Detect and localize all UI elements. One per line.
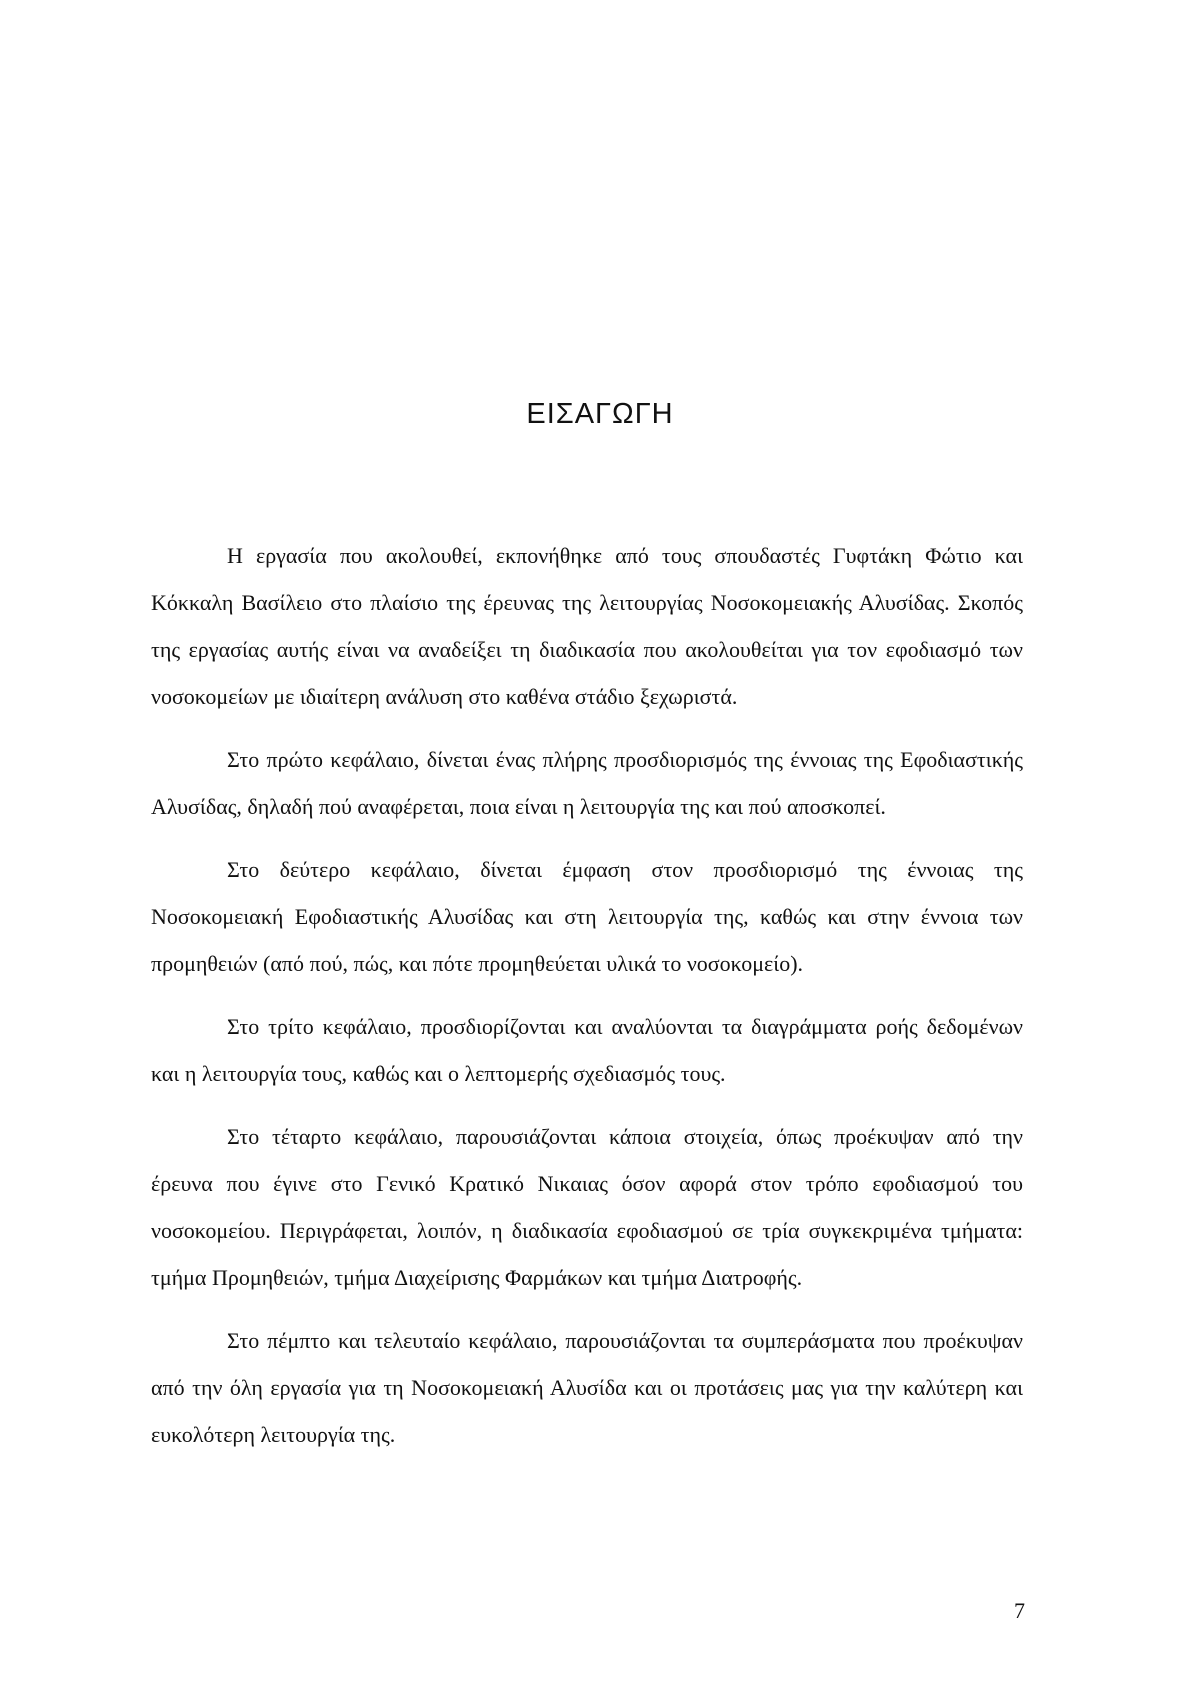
paragraph-chapter-5: Στο πέμπτο και τελευταίο κεφάλαιο, παρουσιάζονται τα συμπεράσματα που προέκυψαν από την όλη εργασία για τη Νοσοκομειακή Αλυσίδα και οι προτάσεις μας για την καλύτερη και ευκολότερη λειτουργία της. (151, 1328, 1023, 1447)
paragraph-chapter-2: Στο δεύτερο κεφάλαιο, δίνεται έμφαση στον προσδιορισμό της έννοιας της Νοσοκομειακή Εφοδιαστικής Αλυσίδας και στη λειτουργία της, καθώς και στην έννοια των προμηθειών (από πού, πώς, και πότε προμηθεύεται υλικά το νοσοκομείο). (151, 857, 1023, 976)
paragraph-chapter-1: Στο πρώτο κεφάλαιο, δίνεται ένας πλήρης προσδιορισμός της έννοιας της Εφοδιαστικής Αλυσίδας, δηλαδή πού αναφέρεται, ποια είναι η λειτουργία της και πού αποσκοπεί. (151, 747, 1023, 819)
page-number: 7 (1014, 1598, 1025, 1623)
page-title: ΕΙΣΑΓΩΓΗ (526, 398, 674, 430)
body-text (151, 532, 1023, 1474)
paragraph-intro: Η εργασία που ακολουθεί, εκπονήθηκε από τους σπουδαστές Γυφτάκη Φώτιο και Κόκκαλη Βασίλειο στο πλαίσιο της έρευνας της λειτουργίας Νοσοκομειακής Αλυσίδας. Σκοπός της εργασίας αυτής είναι να αναδείξει τη διαδικασία που ακολουθείται για τον εφοδιασμό των νοσοκομείων με ιδιαίτερη ανάλυση στο καθένα στάδιο ξεχωριστά. (151, 543, 1023, 709)
paragraph-chapter-4: Στο τέταρτο κεφάλαιο, παρουσιάζονται κάποια στοιχεία, όπως προέκυψαν από την έρευνα που έγινε στο Γενικό Κρατικό Νικαιας όσον αφορά στον τρόπο εφοδιασμού του νοσοκομείου. Περιγράφεται, λοιπόν, η διαδικασία εφοδιασμού σε τρία συγκεκριμένα τμήματα: τμήμα Προμηθειών, τμήμα Διαχείρισης Φαρμάκων και τμήμα Διατροφής. (151, 1124, 1023, 1290)
paragraph-chapter-3: Στο τρίτο κεφάλαιο, προσδιορίζονται και αναλύονται τα διαγράμματα ροής δεδομένων και η λειτουργία τους, καθώς και ο λεπτομερής σχεδιασμός τους. (151, 1014, 1023, 1086)
